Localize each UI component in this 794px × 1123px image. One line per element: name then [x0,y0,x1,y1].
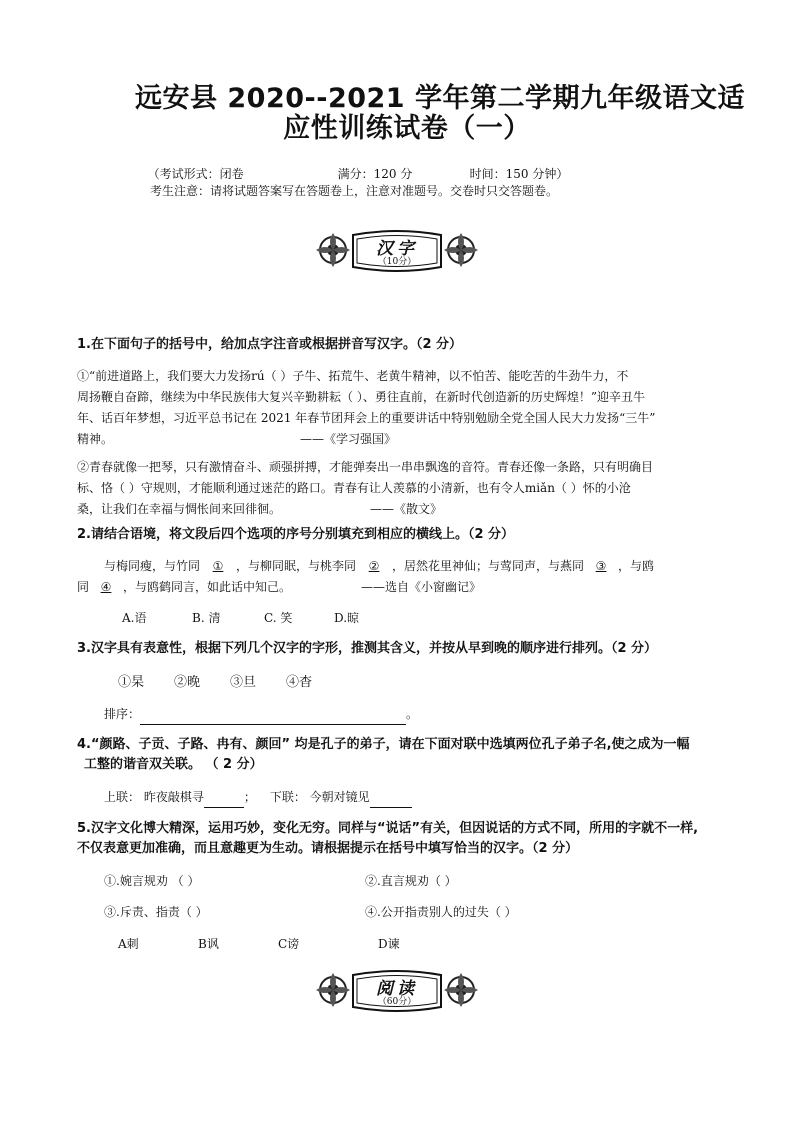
q2-blank-3[interactable]: ③ [595,559,607,573]
q2-text: 与梅同瘦，与竹同 [104,559,201,573]
q4-lower-blank[interactable] [370,793,412,808]
q4-upper-end: ； [243,790,256,804]
q2-line2 [77,577,757,598]
exam-time: 时间：150 分钟） [469,167,569,181]
q1-stem: 1.在下面句子的括号中，给加点字注音或根据拼音写汉字。（2 分） [77,337,463,352]
banner-title: 阅读 [376,979,418,999]
ornament-flower-right-icon [441,970,481,1010]
q5-item-1: ①.婉言规劝 （ ） [104,874,200,888]
q2-option-d: D.晾 [334,611,360,625]
q4-upper-label: 上联： 昨夜敲棋寻 [104,790,204,804]
q2-text: ，与鸥 [618,559,655,573]
exam-meta [140,151,568,182]
q3-order-blank[interactable] [140,710,406,725]
q1-para2-line3: 桑，让我们在幸福与惆怅间来回徘徊。 [77,502,282,516]
exam-notice: 考生注意：请将试题答案写在答题卷上，注意对准题号。交卷时只交答题卷。 [150,184,559,198]
q3-char-4: ④杳 [286,675,313,690]
q1-para1-source: ——《学习强国》 [300,432,397,446]
q1-para2-line1: ②青春就像一把琴，只有激情奋斗、顽强拼搏，才能弹奏出一串串飘逸的音符。青春还像一条路，只有明确目 [77,460,654,474]
exam-title-line1: 远安县 2020--2021 学年第二学期九年级语文适 [134,83,745,114]
q2-source: ——选自《小窗幽记》 [361,580,482,594]
q4-lower-label: 下联： 今朝对镜见 [269,790,370,804]
q2-option-b: B. 清 [192,611,221,625]
exam-title-line2: 应性训练试卷（一） [283,113,531,144]
q4-upper-blank[interactable] [204,793,244,808]
q2-line1 [104,556,764,577]
q2-text: ，居然花里神仙；与莺同声，与燕同 [392,559,585,573]
q3-chars [118,672,794,693]
q5-option-b: B讽 [198,937,219,951]
q1-para2-line2: 标、恪（ ）守规则，才能顺利通过迷茫的路口。青春有让人羡慕的小清新，也有令人miǎn（ ）怀的小沧 [77,481,631,495]
q3-stem: 3.汉字具有表意性，根据下列几个汉字的字形，推测其含义，并按从早到晚的顺序进行排列。（2 分） [77,641,658,656]
q2-blank-2[interactable]: ② [368,559,380,573]
q5-option-a: A刺 [118,937,139,951]
q2-blank-1[interactable]: ① [212,559,224,573]
banner-points: （60分） [377,997,417,1007]
exam-form: （考试形式：闭卷 [147,167,244,181]
banner-title: 汉字 [376,239,418,259]
banner-points: （10分） [377,257,417,267]
q3-order-label: 排序： [104,707,141,721]
q5-item-3: ③.斥责、指责（ ） [104,905,208,919]
q2-text: 同 [77,580,90,594]
q5-option-d: D谏 [378,937,400,951]
q2-text: ，与鸥鹤同言，如此话中知己。 [123,580,292,594]
q3-char-3: ③旦 [230,675,257,690]
q2-option-a: A.语 [122,611,147,625]
q3-order-end: 。 [406,707,419,721]
q3-order [104,704,784,725]
q5-options [118,934,794,955]
section-banner-hanzi [0,226,794,276]
q1-para1-line4: 精神。 [77,432,114,446]
q4-stem-line1: 4.“颜路、子贡、子路、冉有、颜回” 均是孔子的弟子，请在下面对联中选填两位孔子弟子名,使之成为一幅 [77,737,690,752]
q5-item-4: ④.公开指责别人的过失（ ） [365,905,517,919]
q5-option-c: C谤 [278,937,300,951]
q3-char-2: ②晚 [174,675,201,690]
q2-options [122,608,794,629]
q4-couplet [104,787,784,808]
exam-score: 满分：120 分 [337,167,413,181]
q1-para2-source: ——《散文》 [370,502,443,516]
q5-stem-line2: 不仅表意更加准确，而且意趣更为生动。请根据提示在括号中填写恰当的汉字。（2 分） [77,841,579,856]
q5-item-2: ②.直言规劝（ ） [365,874,457,888]
q2-blank-4[interactable]: ④ [100,580,112,594]
q2-option-c: C. 笑 [264,611,293,625]
q5-stem-line1: 5.汉字文化博大精深，运用巧妙，变化无穷。同样与“说话”有关，但因说话的方式不同，所用的字就不一样, [77,821,699,836]
q1-para1-line3: 年、话百年梦想，习近平总书记在 2021 年春节团拜会上的重要讲话中特别勉励全党全国人民大力发扬“三牛” [77,411,656,425]
q2-stem: 2.请结合语境，将文段后四个选项的序号分别填充到相应的横线上。（2 分） [77,527,515,542]
section-banner-yuedu [0,966,794,1016]
q2-text: ，与柳同眠，与桃李同 [236,559,357,573]
ornament-flower-right-icon [441,230,481,270]
q1-para1-line2: 周扬鞭自奋蹄，继续为中华民族伟大复兴辛勤耕耘（ ）、勇往直前，在新时代创造新的历史辉煌！”迎辛丑牛 [77,390,645,404]
q4-stem-line2: 工整的谐音双关联。 （ 2 分） [84,757,263,772]
q3-char-1: ①杲 [118,675,145,690]
q1-para1-line1: ①“前进道路上，我们要大力发扬rú（ ）子牛、拓荒牛、老黄牛精神，以不怕苦、能吃苦的牛劲牛力，不 [77,369,629,383]
